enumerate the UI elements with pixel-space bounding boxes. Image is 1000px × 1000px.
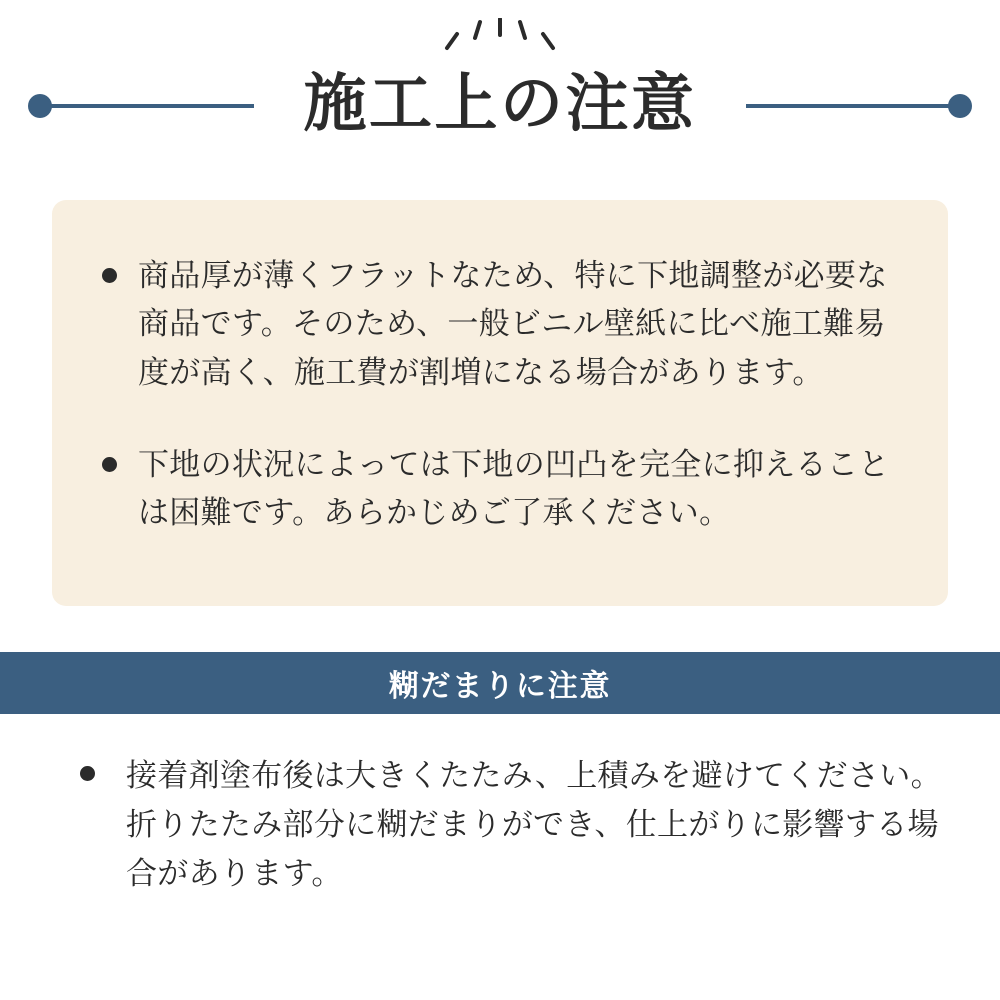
note-bullet-list <box>92 252 900 538</box>
page-header <box>0 0 1000 190</box>
bullet-dot-icon <box>102 268 117 283</box>
lower-bullet-list <box>80 752 948 899</box>
note-text: 下地の状況によっては下地の凹凸を完全に抑えることは困難です。あらかじめご了承ください。 <box>138 447 890 531</box>
rule-dot-right <box>948 94 972 118</box>
list-item <box>92 252 900 397</box>
lower-section <box>52 752 948 899</box>
list-item <box>80 752 948 899</box>
note-text: 商品厚が薄くフラットなため、特に下地調整が必要な商品です。そのため、一般ビニル壁紙に比べ施工難易度が高く、施工費が割増になる場合があります。 <box>138 258 888 390</box>
band-title: 糊だまりに注意 <box>388 670 612 703</box>
list-item <box>92 441 900 538</box>
page-title: 施工上の注意 <box>281 73 718 136</box>
title-rule-right <box>746 104 960 108</box>
bullet-dot-icon <box>80 766 95 781</box>
section-band <box>0 652 1000 714</box>
sparkle-icon <box>435 18 565 62</box>
lower-text: 接着剤塗布後は大きくたたみ、上積みを避けてください。折りたたみ部分に糊だまりができ、仕上がりに影響する場合があります。 <box>126 758 942 891</box>
note-box <box>52 200 948 606</box>
bullet-dot-icon <box>102 457 117 472</box>
title-rule-left <box>40 104 254 108</box>
